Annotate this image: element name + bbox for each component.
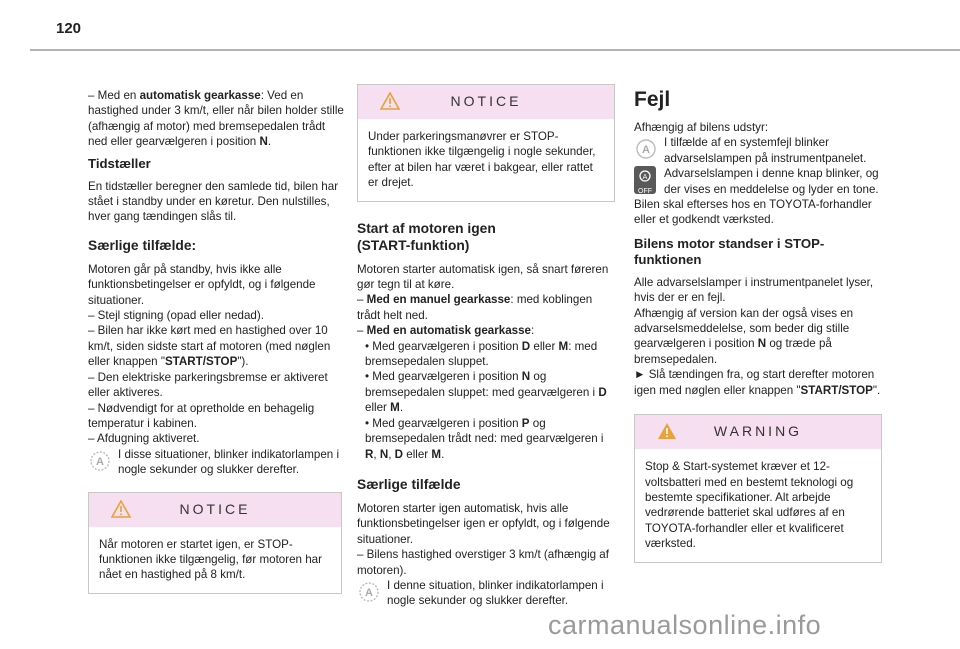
notice-box-1 (88, 492, 342, 594)
warning-box (634, 414, 882, 562)
svg-text:A: A (96, 455, 104, 468)
list-item: – Bilen har ikke kørt med en hastighed over 10 km/t, siden sidste start af motoren (med nøglen eller knappen "START/STOP"). (88, 324, 331, 369)
warning-triangle-icon (657, 422, 677, 440)
standser-text-1: Alle advarselslamper i instrumentpanelet lyser, hvis der er en fejl. (634, 275, 874, 305)
stop-start-indicator-icon (357, 580, 381, 604)
after-text: Bilen skal efterses hos en TOYOTA-forhandler eller et godkendt værksted. (634, 198, 872, 227)
svg-text:A: A (642, 144, 650, 157)
notice-header: NOTICE (358, 85, 614, 119)
bullet-item: • Med gearvælgeren i position P og bremsepedalen trådt ned: med gearvælgeren i R, N, D eller M. (365, 416, 604, 461)
heading-saerlige: Særlige tilfælde: (88, 237, 197, 253)
notice-body: Når motoren er startet igen, er STOP-funktionen ikke tilgængelig, før motoren har nået en hastighed på 8 km/t. (99, 537, 322, 582)
indicator-note: A I disse situationer, blinker indikatorlampen i nogle sekunder og slukker derefter. (88, 447, 344, 478)
watermark: carmanualsonline.info (548, 610, 822, 640)
button-lamp-note: A OFF Advarselslampen i denne knap blinker, og der vises en meddelelse og lyder en tone. (634, 166, 882, 197)
notice-box-2 (357, 84, 615, 202)
warning-body: Stop & Start-systemet kræver et 12-voltsbatteri med en bestemt teknologi og bestemte specifikationer. Alt arbejde vedrørende batteriet skal udføres af en TOYOTA-forhandler eller et kvalificeret værksted. (645, 460, 854, 551)
column-3 (634, 88, 882, 563)
warning-triangle-icon (111, 500, 131, 518)
auto-item: – Med en automatisk gearkasse: (357, 324, 535, 338)
notice-body: Under parkeringsmanøvrer er STOP-funktionen ikke tilgængelig i nogle sekunder, efter at bilen har været i bakgear, eller rattet er drejet. (368, 130, 596, 190)
list-item: – Nødvendigt for at opretholde en behagelig temperatur i kabinen. (88, 401, 315, 430)
saerlige-text-2: Motoren starter igen automatisk, hvis alle funktionsbetingelser igen er opfyldt, og i følgende situationer. (357, 501, 610, 546)
list-item: – Afdugning aktiveret. (88, 432, 200, 446)
fault-lamp-note: A I tilfælde af en systemfejl blinker advarselslampen på instrumentpanelet. (634, 135, 882, 166)
stop-start-warning-icon (634, 137, 658, 161)
fejl-intro: Afhængig af bilens udstyr: (634, 121, 769, 134)
stop-start-off-button-icon: A OFF (634, 166, 656, 194)
stop-start-indicator-icon (88, 449, 112, 473)
tidstaeller-text: En tidstæller beregner den samlede tid, bilen har stået i standby under en køretur. Den nulstilles, hver gang tændingen slås til. (88, 179, 339, 224)
manual-item: – Med en manuel gearkasse: med koblingen trådt helt ned. (357, 293, 593, 322)
list-item: – Stejl stigning (opad eller nedad). (88, 309, 264, 323)
svg-text:A: A (365, 586, 373, 599)
heading-tidstaeller: Tidstæller (88, 155, 151, 171)
warning-triangle-icon (380, 92, 400, 110)
heading-start: Start af motoren igen (START-funktion) (357, 220, 496, 253)
heading-fejl: Fejl (634, 88, 671, 111)
column-1 (88, 88, 344, 594)
header-rule (30, 49, 960, 51)
column-2 (357, 84, 615, 609)
bullet-item: • Med gearvælgeren i position N og bremsepedalen sluppet: med gearvælgeren i D eller M. (365, 370, 607, 415)
heading-standser: Bilens motor standser i STOP-funktionen (634, 235, 825, 267)
standser-text-3: ► Slå tændingen fra, og start derefter motoren igen med nøglen eller knappen "START/STOP". (634, 368, 881, 397)
saerlige-text: Motoren går på standby, hvis ikke alle funktionsbetingelser er opfyldt, og i følgende situationer. (88, 262, 316, 307)
bullet-item: • Med gearvælgeren i position D eller M: med bremsepedalen sluppet. (365, 339, 598, 369)
start-text: Motoren starter automatisk igen, så snart føreren gør tegn til at køre. (357, 262, 609, 292)
page-number: 120 (56, 20, 82, 37)
list-item: – Den elektriske parkeringsbremse er aktiveret eller aktiveres. (88, 370, 328, 400)
intro-paragraph: – Med en automatisk gearkasse: Ved en hastighed under 3 km/t, eller når bilen holder stille (afhængig af motor) med bremsepedalen trådt ned eller gearvælgeren i position N. (88, 89, 344, 149)
notice-header: NOTICE (89, 493, 341, 527)
list-item: – Bilens hastighed overstiger 3 km/t (afhængig af motoren). (357, 548, 609, 577)
warning-header: WARNING (635, 415, 881, 449)
standser-text-2: Afhængig af version kan der også vises en advarselsmeddelelse, som beder dig stille gearvælgeren i position N og træde på bremsepedalen. (634, 306, 854, 366)
svg-text:A: A (642, 174, 648, 182)
heading-saerlige-2: Særlige tilfælde (357, 476, 461, 492)
indicator-note: A I denne situation, blinker indikatorlampen i nogle sekunder og slukker derefter. (357, 578, 615, 609)
